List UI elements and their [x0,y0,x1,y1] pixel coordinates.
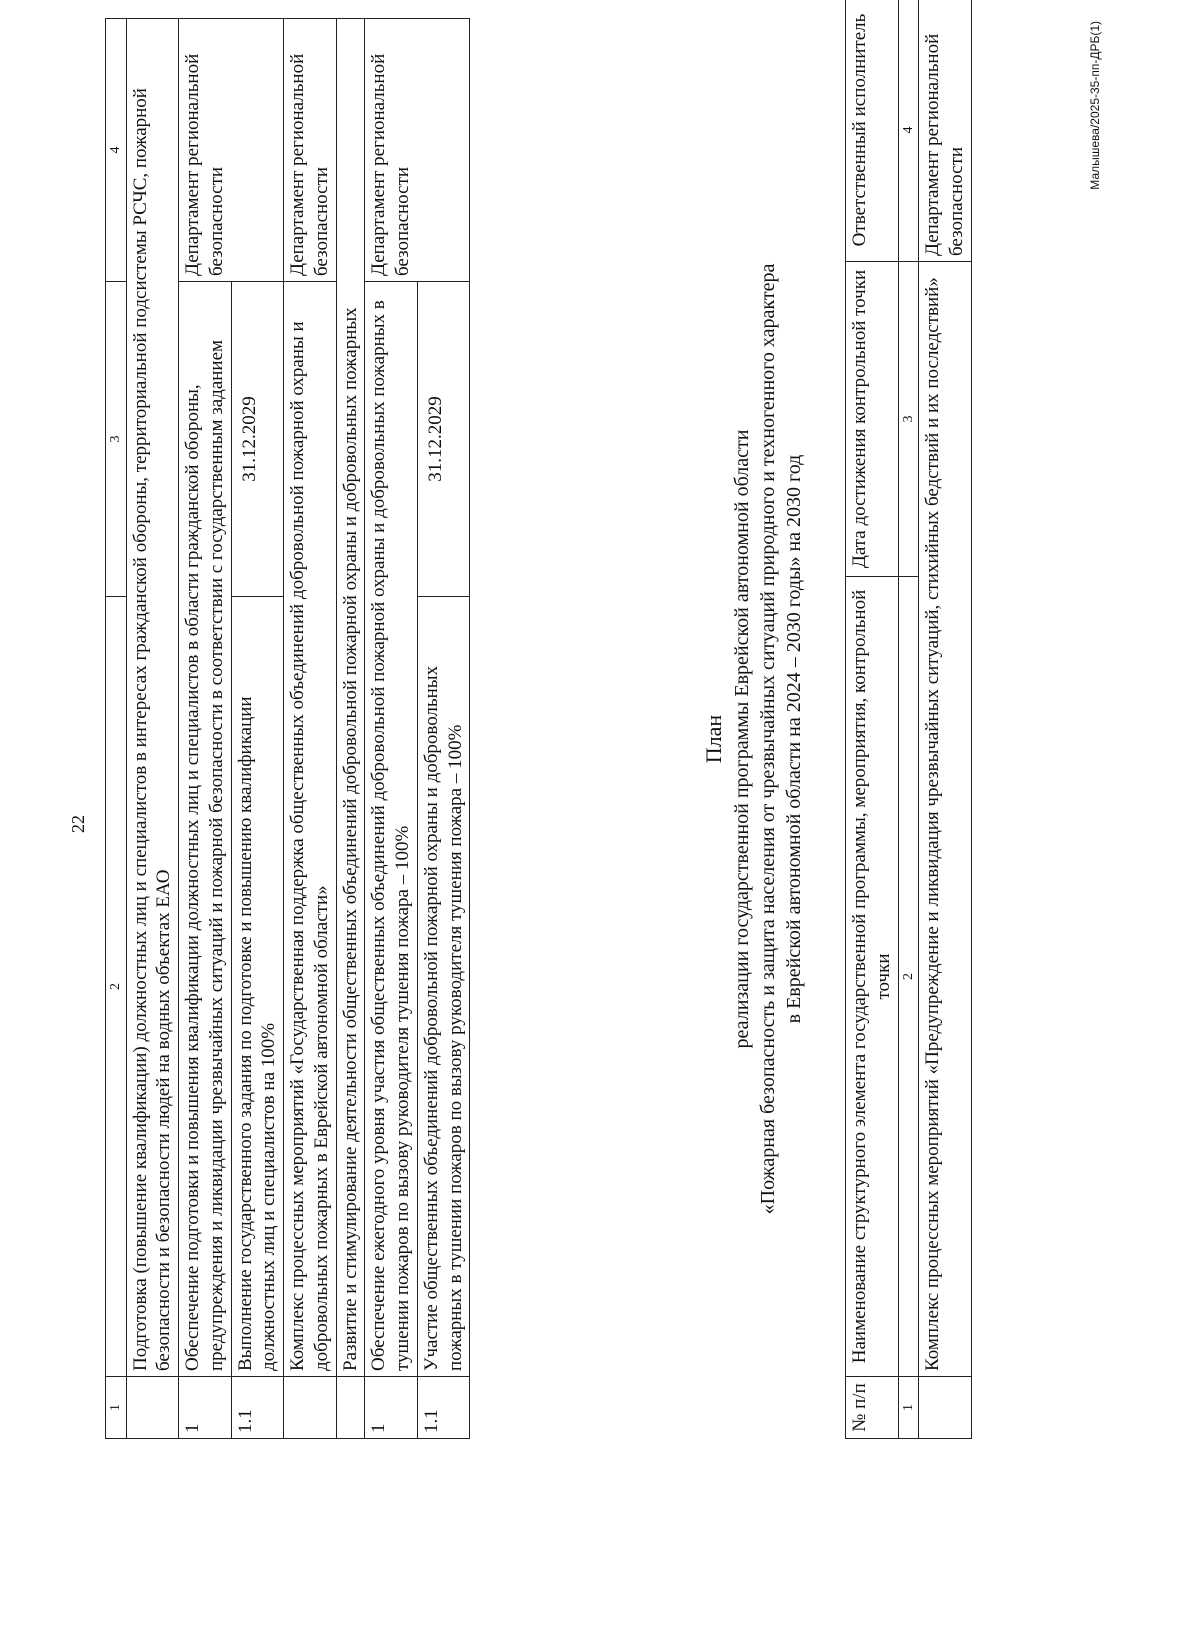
row-number [284,1377,337,1439]
section-heading: Подготовка (повышение квалификации) должностных лиц и специалистов в интересах гражданской обороны, территориальной подсистемы РСЧС, пожарной безопасности и безопасности людей на водных объектах ЕАО [126,19,179,1377]
row-number [919,1377,972,1439]
table-row [365,19,418,1439]
table1-header-cell: 4 [106,19,127,282]
column-header-executor: Ответственный исполнитель [846,0,899,262]
table-row [284,19,337,1439]
table1-header-row [106,19,127,1439]
table2-header-cell: 4 [898,0,919,262]
row-number: 1.1 [231,1377,284,1439]
table1-header-cell: 3 [106,282,127,597]
document-footer-code: Малышева/2025-35-пп-ДРБ(1) [1088,21,1102,190]
table2-header-row [898,0,919,1439]
row-name: Комплекс процессных мероприятий «Предупреждение и ликвидация чрезвычайных ситуаций, стихийных бедствий и их последствий» [919,262,972,1377]
table2-header-cell: 3 [898,262,919,577]
table-row [336,19,365,1439]
row-number: 1 [179,1377,232,1439]
plan-title-line2: реализации государственной программы Еврейской автономной области [730,429,753,1049]
plan-title-line3: «Пожарная безопасность и защита населения от чрезвычайных ситуаций природного и техногенного характера [756,263,779,1215]
table1-empty-cell [126,1377,179,1439]
row-number: 1.1 [417,1377,470,1439]
row-executor: Департамент региональной безопасности [179,19,284,282]
table2-header-cell: 1 [898,1377,919,1439]
plan-title-line1: План [701,714,726,764]
row-date: 31.12.2029 [231,282,284,597]
table-row [126,19,179,1439]
row-name: Обеспечение подготовки и повышения квалификации должностных лиц и специалистов в области гражданской обороны, предупреждения и ликвидации чрезвычайных ситуаций и пожарной безопасности в соответствии с государственным заданием [179,282,232,1377]
row-date: 31.12.2029 [417,282,470,597]
table2-header-cell: 2 [898,577,919,1377]
plan-title-line4: в Еврейской автономной области на 2024 – 2030 годы» на 2030 год [782,454,805,1024]
table-continuation [105,18,470,1439]
table-row [919,0,972,1439]
table-row [179,19,232,1439]
row-name: Комплекс процессных мероприятий «Государственная поддержка общественных объединений добровольной пожарной охраны и добровольных пожарных в Еврейской автономной области» [284,282,337,1377]
row-name: Выполнение государственного задания по подготовке и повышению квалификации должностных лиц и специалистов на 100% [231,597,284,1377]
page-number: 22 [68,815,88,833]
row-name: Обеспечение ежегодного уровня участия общественных объединений добровольной пожарной охраны и добровольных пожарных в тушении пожаров по вызову руководителя тушения пожара – 100% [365,282,418,1377]
row-executor: Департамент региональной безопасности [365,19,470,282]
table1-header-cell: 2 [106,597,127,1377]
row-executor: Департамент региональной безопасности [284,19,337,282]
plan-table [845,0,972,1439]
plan-title [700,29,807,1449]
plan-table-column-headers [846,0,899,1439]
table1-empty-cell [336,1377,365,1439]
column-header-name: Наименование структурного элемента государственной программы, мероприятия, контрольной точки [846,577,899,1377]
column-header-date: Дата достижения контрольной точки [846,262,899,577]
table1-header-cell: 1 [106,1377,127,1439]
column-header-number: № п/п [846,1377,899,1439]
row-number: 1 [365,1377,418,1439]
row-executor: Департамент региональной безопасности [919,0,972,262]
section-heading: Развитие и стимулирование деятельности общественных объединений добровольной пожарной охраны и добровольных пожарных [336,19,365,1377]
row-name: Участие общественных объединений добровольной пожарной охраны и добровольных пожарных в тушении пожаров по вызову руководителя тушения пожара – 100% [417,597,470,1377]
